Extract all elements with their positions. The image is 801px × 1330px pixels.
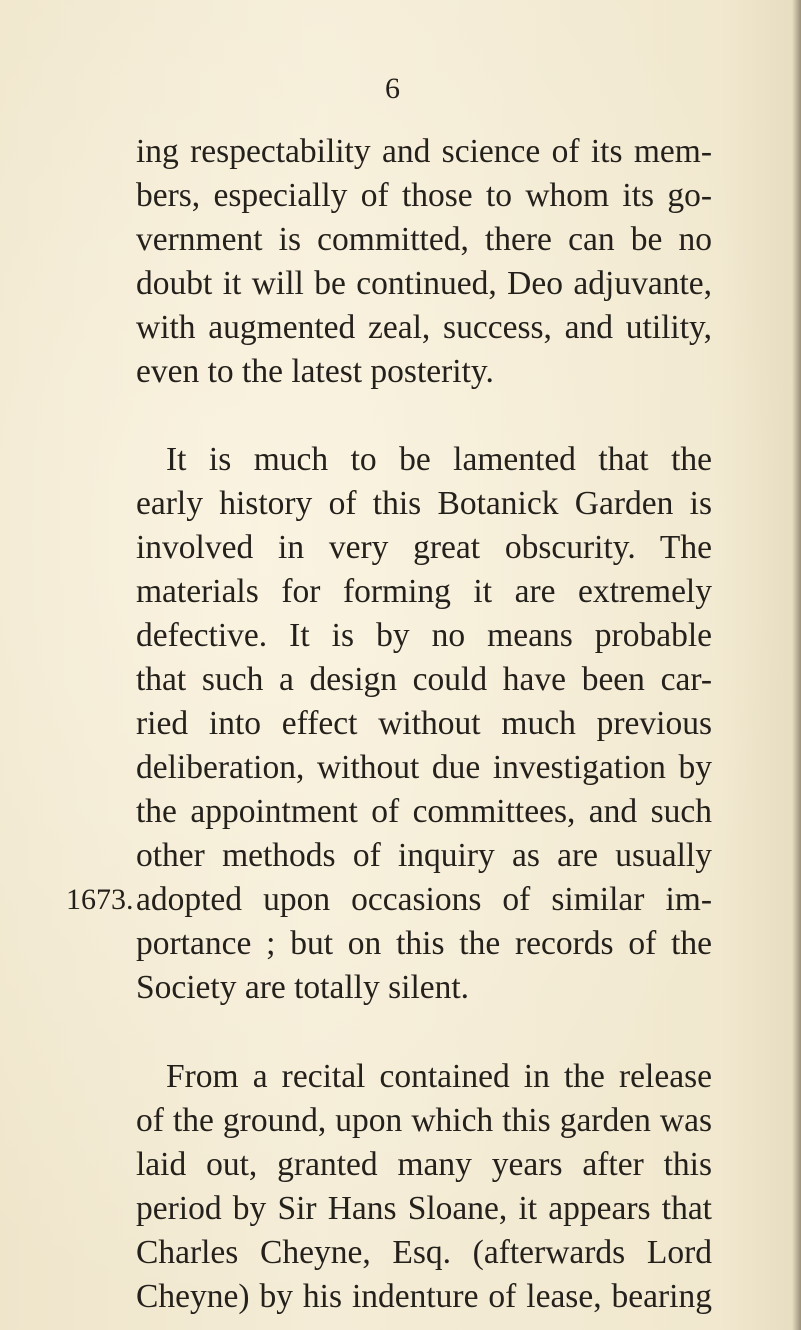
text-line: with augmented zeal, success, and utility, [136,309,712,346]
text-line: even to the latest posterity. [136,353,494,390]
text-line: portance ; but on this the records of the [136,925,712,962]
text-line: bers, especially of those to whom its go- [136,177,712,214]
text-line: vernment is committed, there can be no [136,221,712,258]
margin-date-note: 1673. [66,883,134,916]
text-line: Cheyne) by his indenture of lease, bearing [136,1278,712,1315]
text-line: involved in very great obscurity. The [136,529,712,566]
text-line: Charles Cheyne, Esq. (afterwards Lord [136,1234,712,1271]
text-line: ried into effect without much previous [136,705,712,742]
text-line: ing respectability and science of its mem- [136,133,712,170]
text-line: It is much to be lamented that the [166,441,712,478]
text-line: the appointment of committees, and such [136,793,712,830]
text-line: laid out, granted many years after this [136,1146,712,1183]
text-line: defective. It is by no means probable [136,617,712,654]
text-line: of the ground, upon which this garden was [136,1102,712,1139]
text-line: deliberation, without due investigation by [136,749,712,786]
text-line: adopted upon occasions of similar im- [136,881,712,918]
page-edge-shadow [792,0,801,1330]
text-line: materials for forming it are extremely [136,573,712,610]
text-line: early history of this Botanick Garden is [136,485,712,522]
text-line: that such a design could have been car- [136,661,712,698]
page-number: 6 [385,72,400,105]
text-line: From a recital contained in the release [166,1058,712,1095]
text-line: Society are totally silent. [136,969,470,1006]
text-line: period by Sir Hans Sloane, it appears that [136,1190,712,1227]
text-line: doubt it will be continued, Deo adjuvante, [136,265,712,302]
text-line: other methods of inquiry as are usually [136,837,712,874]
